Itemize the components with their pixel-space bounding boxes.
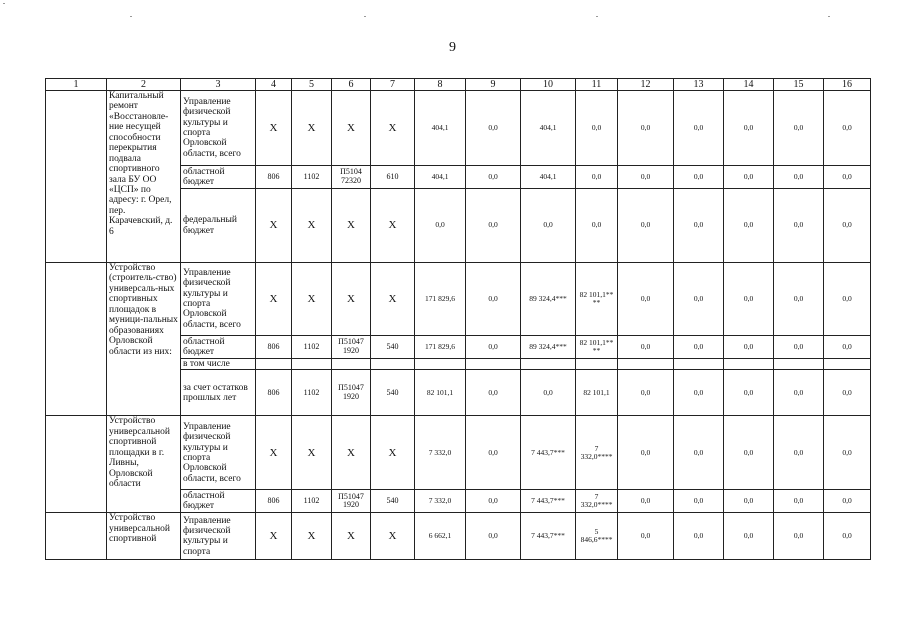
value-cell-col-7: 540 [371, 370, 415, 416]
value-cell-col-10: 404,1 [521, 91, 576, 166]
row-number-cell [46, 91, 107, 263]
value-cell-col-15: 0,0 [774, 166, 824, 189]
value-cell-col-10: 0,0 [521, 370, 576, 416]
value-cell-col-11: 7 332,0**** [576, 490, 618, 513]
value-cell-col-7: X [371, 416, 415, 490]
value-cell-col-6: X [332, 263, 371, 336]
value-cell-col-13: 0,0 [674, 513, 724, 560]
value-cell-col-16: 0,0 [824, 370, 871, 416]
value-cell-col-12: 0,0 [618, 263, 674, 336]
value-cell-col-14: 0,0 [724, 189, 774, 263]
value-cell-col-10: 7 443,7*** [521, 490, 576, 513]
value-cell-col-16: 0,0 [824, 166, 871, 189]
source-cell: Управление физической культуры и спорта Орловской области, всего [181, 416, 256, 490]
value-cell-col-9: 0,0 [466, 166, 521, 189]
value-cell-col-4: 806 [256, 490, 292, 513]
value-cell-col-13: 0,0 [674, 370, 724, 416]
value-cell-col-10: 404,1 [521, 166, 576, 189]
source-cell: Управление физической культуры и спорта Орловской области, всего [181, 263, 256, 336]
value-cell-col-4: 806 [256, 166, 292, 189]
value-cell-col-14: 0,0 [724, 166, 774, 189]
value-cell-col-5: X [292, 416, 332, 490]
column-number-9: 9 [466, 79, 521, 91]
value-cell-col-12: 0,0 [618, 336, 674, 359]
source-cell: федеральный бюджет [181, 189, 256, 263]
column-number-15: 15 [774, 79, 824, 91]
value-cell-col-15: 0,0 [774, 91, 824, 166]
value-cell-col-9: 0,0 [466, 336, 521, 359]
value-cell-col-9: 0,0 [466, 189, 521, 263]
table-row [46, 416, 871, 490]
value-cell-col-12: 0,0 [618, 166, 674, 189]
value-cell-col-8: 0,0 [415, 189, 466, 263]
source-cell: областной бюджет [181, 166, 256, 189]
column-number-16: 16 [824, 79, 871, 91]
value-cell-col-12 [618, 359, 674, 370]
value-cell-col-13: 0,0 [674, 416, 724, 490]
source-cell: в том числе [181, 359, 256, 370]
value-cell-col-9: 0,0 [466, 91, 521, 166]
value-cell-col-8: 7 332,0 [415, 490, 466, 513]
value-cell-col-16: 0,0 [824, 490, 871, 513]
event-name-cell: Устройство (строитель-ство) универсаль-ных спортивных площадок в муници-пальных образованиях Орловской области из них: [107, 263, 181, 416]
value-cell-col-11: 0,0 [576, 189, 618, 263]
budget-table [45, 78, 871, 560]
value-cell-col-13: 0,0 [674, 336, 724, 359]
value-cell-col-14 [724, 359, 774, 370]
value-cell-col-16: 0,0 [824, 189, 871, 263]
value-cell-col-8: 404,1 [415, 91, 466, 166]
value-cell-col-15: 0,0 [774, 189, 824, 263]
value-cell-col-4: X [256, 189, 292, 263]
value-cell-col-5: X [292, 263, 332, 336]
value-cell-col-11: 82 101,1** ** [576, 263, 618, 336]
value-cell-col-16: 0,0 [824, 513, 871, 560]
value-cell-col-14: 0,0 [724, 490, 774, 513]
value-cell-col-5: 1102 [292, 166, 332, 189]
value-cell-col-5: 1102 [292, 490, 332, 513]
scan-speck [828, 16, 830, 17]
table-row [46, 513, 871, 560]
column-number-12: 12 [618, 79, 674, 91]
column-number-8: 8 [415, 79, 466, 91]
value-cell-col-14: 0,0 [724, 416, 774, 490]
source-cell: Управление физической культуры и спорта [181, 513, 256, 560]
column-number-6: 6 [332, 79, 371, 91]
value-cell-col-6: П51047 1920 [332, 336, 371, 359]
table-row [46, 91, 871, 166]
value-cell-col-9: 0,0 [466, 263, 521, 336]
value-cell-col-8: 171 829,6 [415, 263, 466, 336]
column-number-header [46, 79, 871, 91]
column-number-1: 1 [46, 79, 107, 91]
value-cell-col-6: X [332, 91, 371, 166]
event-name-cell: Устройство универсальной спортивной площадки в г. Ливны, Орловской области [107, 416, 181, 513]
value-cell-col-16: 0,0 [824, 263, 871, 336]
value-cell-col-4: X [256, 91, 292, 166]
value-cell-col-4: 806 [256, 370, 292, 416]
value-cell-col-14: 0,0 [724, 263, 774, 336]
value-cell-col-6: X [332, 513, 371, 560]
value-cell-col-8: 7 332,0 [415, 416, 466, 490]
event-name-cell: Устройство универсальной спортивной [107, 513, 181, 560]
value-cell-col-11: 5 846,6**** [576, 513, 618, 560]
value-cell-col-4: 806 [256, 336, 292, 359]
value-cell-col-8: 404,1 [415, 166, 466, 189]
source-cell: областной бюджет [181, 490, 256, 513]
value-cell-col-12: 0,0 [618, 490, 674, 513]
value-cell-col-15 [774, 359, 824, 370]
value-cell-col-5: 1102 [292, 336, 332, 359]
value-cell-col-10 [521, 359, 576, 370]
value-cell-col-15: 0,0 [774, 336, 824, 359]
value-cell-col-16 [824, 359, 871, 370]
row-number-cell [46, 416, 107, 513]
column-number-3: 3 [181, 79, 256, 91]
value-cell-col-4 [256, 359, 292, 370]
value-cell-col-14: 0,0 [724, 336, 774, 359]
column-number-2: 2 [107, 79, 181, 91]
value-cell-col-7: X [371, 189, 415, 263]
value-cell-col-8: 82 101,1 [415, 370, 466, 416]
value-cell-col-10: 7 443,7*** [521, 416, 576, 490]
column-number-11: 11 [576, 79, 618, 91]
value-cell-col-11: 82 101,1 [576, 370, 618, 416]
value-cell-col-7: X [371, 513, 415, 560]
value-cell-col-13: 0,0 [674, 189, 724, 263]
value-cell-col-15: 0,0 [774, 370, 824, 416]
value-cell-col-10: 89 324,4*** [521, 336, 576, 359]
value-cell-col-6: X [332, 189, 371, 263]
value-cell-col-13: 0,0 [674, 91, 724, 166]
value-cell-col-5: 1102 [292, 370, 332, 416]
source-cell: за счет остатков прошлых лет [181, 370, 256, 416]
value-cell-col-14: 0,0 [724, 91, 774, 166]
value-cell-col-10: 0,0 [521, 189, 576, 263]
column-number-5: 5 [292, 79, 332, 91]
value-cell-col-7: 540 [371, 490, 415, 513]
column-number-10: 10 [521, 79, 576, 91]
column-number-4: 4 [256, 79, 292, 91]
value-cell-col-11: 82 101,1** ** [576, 336, 618, 359]
source-cell: областной бюджет [181, 336, 256, 359]
value-cell-col-7: X [371, 263, 415, 336]
value-cell-col-12: 0,0 [618, 370, 674, 416]
value-cell-col-11: 7 332,0**** [576, 416, 618, 490]
event-name-cell: Капитальный ремонт «Восстановле-ние несущей способности перекрытия подвала спортивного зала БУ ОО «ЦСП» по адресу: г. Орел, пер. Карачевский, д. 6 [107, 91, 181, 263]
value-cell-col-13: 0,0 [674, 490, 724, 513]
value-cell-col-16: 0,0 [824, 336, 871, 359]
value-cell-col-9: 0,0 [466, 490, 521, 513]
value-cell-col-13: 0,0 [674, 166, 724, 189]
scan-speck [364, 16, 366, 17]
value-cell-col-15: 0,0 [774, 490, 824, 513]
value-cell-col-4: X [256, 416, 292, 490]
scan-speck [130, 16, 132, 17]
value-cell-col-7: 610 [371, 166, 415, 189]
value-cell-col-5: X [292, 513, 332, 560]
value-cell-col-12: 0,0 [618, 91, 674, 166]
scan-speck [596, 16, 598, 17]
value-cell-col-13: 0,0 [674, 263, 724, 336]
value-cell-col-15: 0,0 [774, 263, 824, 336]
value-cell-col-12: 0,0 [618, 189, 674, 263]
row-number-cell [46, 513, 107, 560]
value-cell-col-15: 0,0 [774, 416, 824, 490]
column-number-13: 13 [674, 79, 724, 91]
source-cell: Управление физической культуры и спорта Орловской области, всего [181, 91, 256, 166]
value-cell-col-8: 171 829,6 [415, 336, 466, 359]
value-cell-col-6: П51047 1920 [332, 370, 371, 416]
value-cell-col-13 [674, 359, 724, 370]
row-number-cell [46, 263, 107, 416]
value-cell-col-10: 89 324,4*** [521, 263, 576, 336]
value-cell-col-7: X [371, 91, 415, 166]
value-cell-col-16: 0,0 [824, 91, 871, 166]
value-cell-col-7: 540 [371, 336, 415, 359]
value-cell-col-12: 0,0 [618, 513, 674, 560]
value-cell-col-10: 7 443,7*** [521, 513, 576, 560]
value-cell-col-12: 0,0 [618, 416, 674, 490]
value-cell-col-9: 0,0 [466, 513, 521, 560]
column-number-7: 7 [371, 79, 415, 91]
value-cell-col-15: 0,0 [774, 513, 824, 560]
value-cell-col-8: 6 662,1 [415, 513, 466, 560]
value-cell-col-4: X [256, 513, 292, 560]
page-number: 9 [449, 40, 456, 55]
value-cell-col-11 [576, 359, 618, 370]
value-cell-col-7 [371, 359, 415, 370]
column-number-14: 14 [724, 79, 774, 91]
value-cell-col-5 [292, 359, 332, 370]
value-cell-col-5: X [292, 189, 332, 263]
value-cell-col-9: 0,0 [466, 370, 521, 416]
value-cell-col-11: 0,0 [576, 166, 618, 189]
value-cell-col-4: X [256, 263, 292, 336]
value-cell-col-6: X [332, 416, 371, 490]
scan-speck [3, 3, 5, 4]
value-cell-col-14: 0,0 [724, 513, 774, 560]
value-cell-col-9 [466, 359, 521, 370]
value-cell-col-6: П51047 1920 [332, 490, 371, 513]
value-cell-col-8 [415, 359, 466, 370]
value-cell-col-16: 0,0 [824, 416, 871, 490]
table-row [46, 263, 871, 336]
value-cell-col-9: 0,0 [466, 416, 521, 490]
value-cell-col-11: 0,0 [576, 91, 618, 166]
value-cell-col-5: X [292, 91, 332, 166]
value-cell-col-6 [332, 359, 371, 370]
value-cell-col-6: П5104 72320 [332, 166, 371, 189]
value-cell-col-14: 0,0 [724, 370, 774, 416]
